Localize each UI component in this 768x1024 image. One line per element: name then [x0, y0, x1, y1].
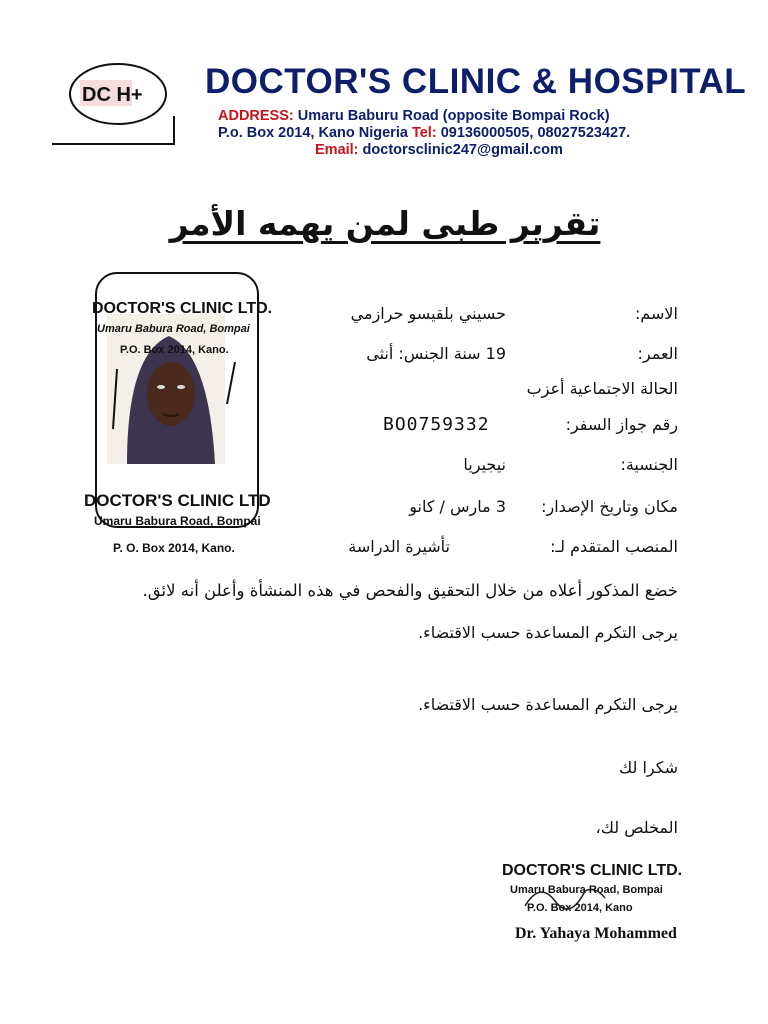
marital-status: الحالة الاجتماعية أعزب	[526, 379, 678, 398]
address-line	[218, 108, 610, 124]
thanks: شكرا لك	[619, 758, 678, 777]
name-value: حسيني بلقيسو حرازمي	[350, 304, 506, 323]
photo-stamp-line1: DOCTOR'S CLINIC LTD.	[92, 300, 273, 317]
issue-value: 3 مارس / كانو	[409, 497, 506, 516]
signature-stamp-line1: DOCTOR'S CLINIC LTD.	[502, 862, 683, 879]
age-value: 19 سنة الجنس: أنثى	[366, 344, 506, 363]
nationality-value: نيجيريا	[463, 455, 506, 474]
signature-stamp-line3: P.O. Box 2014, Kano	[527, 902, 633, 914]
po-box: P.o. Box 2014, Kano Nigeria	[218, 125, 408, 141]
tel-value: 09136000505, 08027523427.	[440, 125, 631, 141]
photo-stamp-line4: DOCTOR'S CLINIC LTD	[84, 491, 271, 510]
signature-mark	[520, 876, 610, 920]
signer-name: Dr. Yahaya Mohammed	[515, 925, 677, 942]
tel-label: Tel:	[411, 125, 437, 141]
position-label: المنصب المتقدم لـ:	[550, 537, 678, 556]
email-line	[315, 142, 563, 158]
issue-label: مكان وتاريخ الإصدار:	[541, 497, 678, 516]
document-title: تقرير طبى لمن يهمه الأمر	[169, 204, 601, 243]
request-line-1: يرجى التكرم المساعدة حسب الاقتضاء.	[418, 623, 678, 642]
photo-stamp-line5: Umaru Babura Road, Bompai	[94, 514, 261, 528]
position-value: تأشيرة الدراسة	[348, 537, 450, 556]
passport-number: BO0759332	[383, 414, 490, 435]
statement: خضع المذكور أعلاه من خلال التحقيق والفحص في هذه المنشأة وأعلن أنه لائق.	[142, 581, 678, 600]
name-label: الاسم:	[634, 304, 678, 323]
logo-text: DC H+	[82, 84, 143, 106]
clinic-name: DOCTOR'S CLINIC & HOSPITAL	[205, 62, 747, 101]
photo-stamp-line2: Umaru Babura Road, Bompai	[97, 323, 250, 335]
nationality-label: الجنسية:	[620, 455, 678, 474]
closing: المخلص لك،	[595, 818, 678, 837]
contact-line	[218, 125, 630, 141]
photo-stamp-line6: P. O. Box 2014, Kano.	[113, 541, 235, 555]
address-label: ADDRESS:	[218, 108, 294, 124]
photo-stamp-line3: P.O. Box 2014, Kano.	[120, 344, 229, 356]
age-label: العمر:	[637, 344, 678, 363]
request-line-2: يرجى التكرم المساعدة حسب الاقتضاء.	[418, 695, 678, 714]
address-value: Umaru Baburu Road (opposite Bompai Rock)	[297, 108, 610, 124]
email-value: doctorsclinic247@gmail.com	[362, 142, 563, 158]
email-label: Email:	[315, 142, 359, 158]
passport-label: رقم جواز السفر:	[565, 415, 678, 434]
signature-stamp-line2: Umaru Babura Road, Bompai	[510, 884, 663, 896]
